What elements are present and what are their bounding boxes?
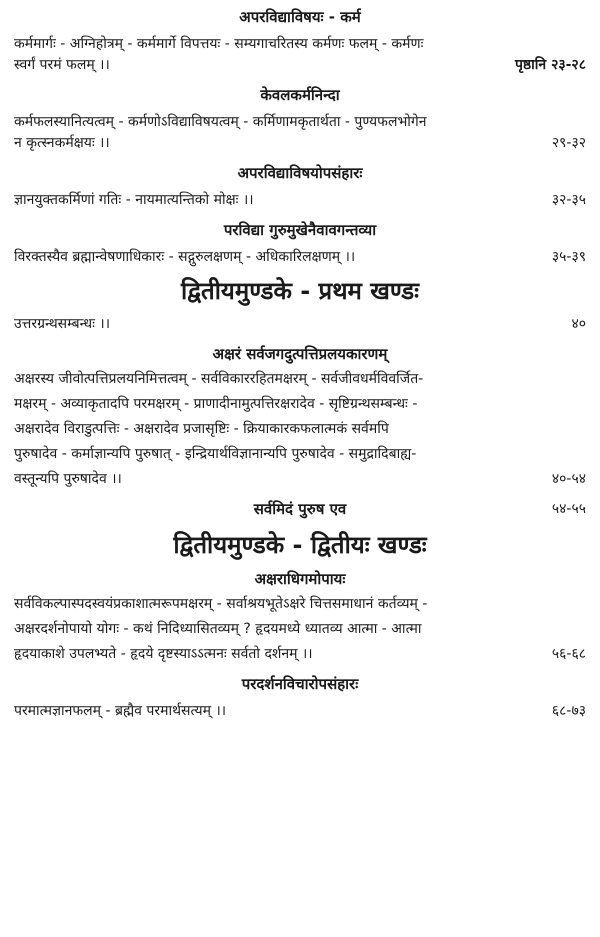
line-text: कर्मफलस्यानित्यत्वम् - कर्मणोऽविद्याविषयत्वम् - कर्मिणामकृतार्थता - पुण्यफलभोगेन [14,114,427,130]
block-heading: अक्षराधिगमोपायः [254,570,346,588]
block-heading: अपरविद्याविषयोपसंहारः [237,164,363,182]
block-last-line [14,644,586,665]
page-range: ५४-५५ [551,501,586,517]
block-heading: परविद्या गुरुमुखेनैवावगन्तव्या [223,221,377,239]
page-range: ४०-५४ [551,471,586,487]
block-last-line [14,247,586,268]
block-line [14,594,586,615]
block-heading: केवलकर्मनिन्दा [260,86,340,104]
section-title: द्वितीयमुण्डके - प्रथम खण्डः [181,277,419,305]
block-line [14,369,586,390]
toc-block [14,568,586,665]
line-text: न कृत्स्नकर्मक्षयः ।। [14,135,110,151]
line-text: अक्षरस्य जीवोत्पत्तिप्रलयनिमित्तत्वम् - सर्वविकाररहितमक्षरम् - सर्वजीवधर्मविवर्जित- [14,371,424,387]
line-text: ज्ञानयुक्तकर्मिणां गतिः - नायमात्यन्तिको मोक्षः ।। [14,192,254,208]
line-text: अक्षरदर्शनोपायो योगः - कथं निदिध्यासितव्यम् ? हृदयमध्ये ध्यातव्य आत्मा - आत्मा [14,621,422,637]
block-heading: अक्षरं सर्वजगदुत्पत्तिप्रलयकारणम् [212,345,388,363]
block-heading: सर्वमिदं पुरुष एव [253,500,347,518]
page-range: पृष्ठानि २३-२८ [514,57,586,73]
block-line [14,444,586,465]
line-text: पुरुषादेव - कर्माज्ञान्यपि पुरुषात् - इन्द्रियार्थविज्ञानान्यपि पुरुषादेव - समुद्रादिबाह्य- [14,446,417,462]
block-last-line [14,55,586,76]
toc-block [14,314,586,335]
page-range: २९-३२ [551,135,586,151]
page-range: ५६-६८ [551,646,586,662]
toc-block [14,219,586,268]
toc-block [14,673,586,722]
line-text: उत्तरग्रन्थसम्बन्धः ।। [14,316,111,332]
block-line [14,34,586,55]
section-title: द्वितीयमुण्डके - द्वितीयः खण्डः [173,531,427,559]
toc-block [14,162,586,211]
block-line [14,394,586,415]
line-text: परमात्मज्ञानफलम् - ब्रह्मैव परमार्थसत्यम् ।। [14,703,227,719]
block-heading: अपरविद्याविषयः - कर्म [239,8,361,26]
block-heading: परदर्शनविचारोपसंहारः [241,675,359,693]
line-text: कर्ममार्गः - अग्निहोत्रम् - कर्ममार्गे विपत्तयः - सम्यगाचरितस्य कर्मणः फलम् - कर्मणः [14,36,424,52]
block-last-line [14,133,586,154]
block-last-line [14,469,586,490]
line-text: विरक्तस्यैव ब्रह्मान्वेषणाधिकारः - सद्गुरुलक्षणम् - अधिकारिलक्षणम् ।। [14,249,356,265]
line-text: अक्षरादेव विराडुत्पत्तिः - अक्षरादेव प्रजासृष्टिः - क्रियाकारकफलात्मकं सर्वमपि [14,421,389,437]
line-text: हृदयाकाशे उपलभ्यते - हृदये दृष्टस्याऽऽत्मनः सर्वतो दर्शनम् ।। [14,646,313,662]
page-range: ३५-३९ [551,249,586,265]
block-line [14,419,586,440]
toc-block [14,498,586,520]
page-range: ४० [571,316,586,332]
block-last-line [14,314,586,335]
line-text: सर्वविकल्पास्पदस्वयंप्रकाशात्मरूपमक्षरम् - सर्वाश्रयभूतेऽक्षरे चित्तसमाधानं कर्तव्यम् - [14,596,428,612]
toc-block [14,343,586,490]
toc-block [14,84,586,154]
page-range: ३२-३५ [551,192,586,208]
block-line [14,112,586,133]
block-line [14,619,586,640]
page-range: ६८-७३ [551,703,586,719]
line-text: वस्तून्यपि पुरुषादेव ।। [14,471,122,487]
line-text: मक्षरम् - अव्याकृतादपि परमक्षरम् - प्राणादीनामुत्पत्तिरक्षरादेव - सृष्टिग्रन्थसम्बन्धः - [14,396,418,412]
block-last-line [14,190,586,211]
line-text: स्वर्गं परमं फलम् ।। [14,57,110,73]
block-last-line [14,701,586,722]
toc-block [14,6,586,76]
